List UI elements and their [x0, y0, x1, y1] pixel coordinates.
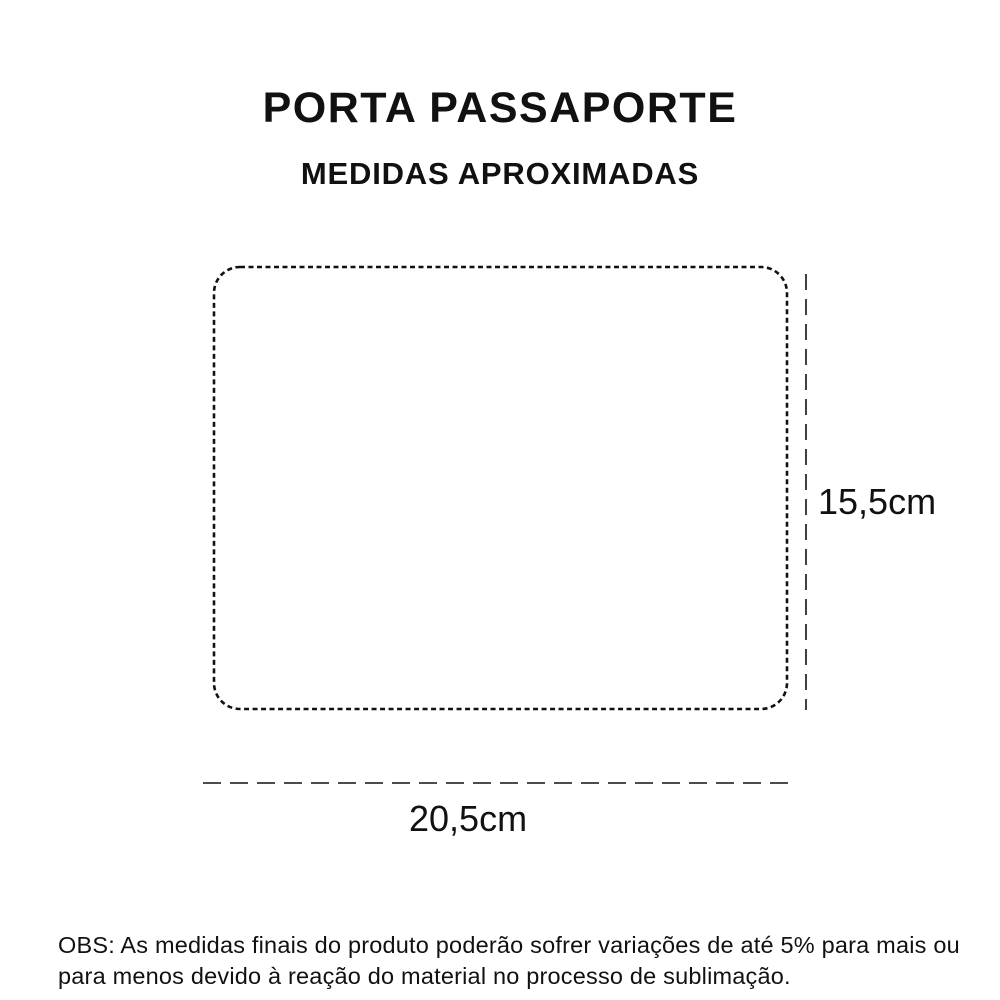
product-outline	[214, 267, 787, 709]
footer-note: OBS: As medidas finais do produto poderão sofrer variações de até 5% para mais ou para menos devido à reação do material no processo de sublimação.	[58, 932, 960, 989]
width-dimension-label: 20,5cm	[409, 798, 528, 839]
page-title: PORTA PASSAPORTE	[262, 84, 738, 132]
page-subtitle: MEDIDAS APROXIMADAS	[300, 156, 700, 191]
height-dimension-label: 15,5cm	[818, 481, 937, 522]
